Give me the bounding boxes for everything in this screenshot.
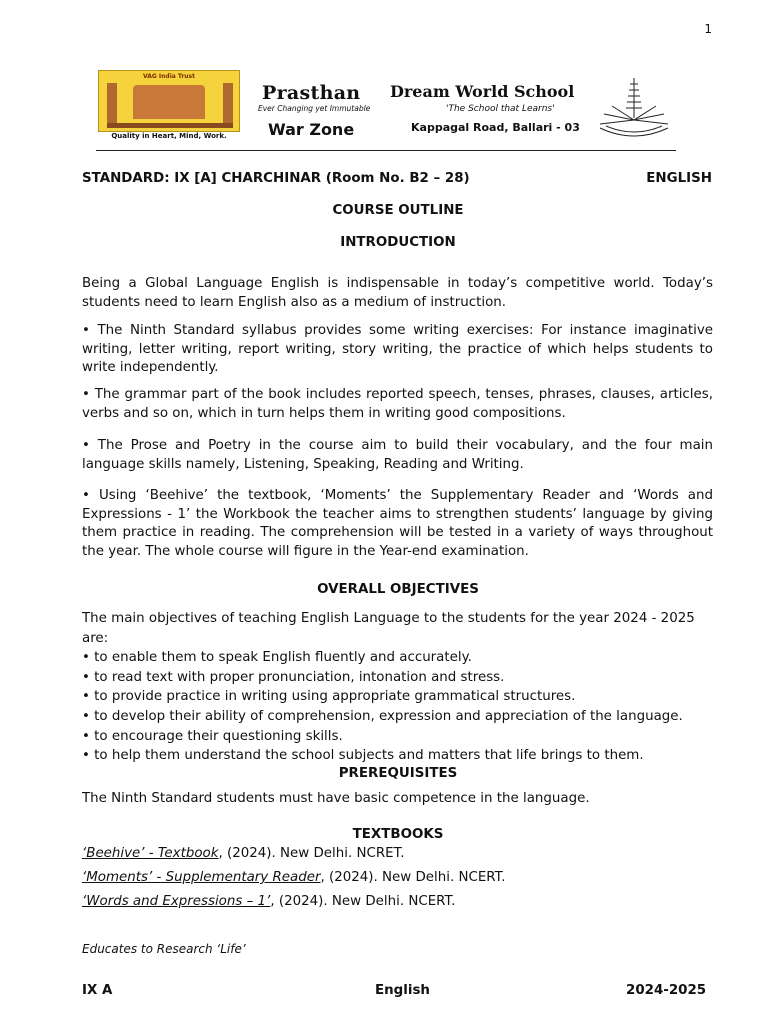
sub-brand: War Zone [268, 120, 355, 139]
motto: Educates to Research ‘Life’ [82, 942, 246, 956]
objectives-intro: The main objectives of teaching English Language to the students for the year 2024 - 2025 are: [82, 611, 695, 646]
trust-tagline: Quality in Heart, Mind, Work. [111, 132, 227, 140]
brand-tagline: Ever Changing yet Immutable [258, 104, 371, 113]
introduction-heading: INTRODUCTION [340, 235, 456, 250]
list-item: • to provide practice in writing using appropriate grammatical structures. [82, 689, 576, 705]
school-emblem-icon [594, 74, 674, 144]
textbook-title: ‘Beehive’ - Textbook [82, 846, 219, 861]
list-item: • to enable them to speak English fluently and accurately. [82, 650, 472, 666]
objectives-list [82, 609, 713, 766]
objectives-heading: OVERALL OBJECTIVES [317, 582, 479, 597]
textbook-ref-2 [82, 870, 713, 885]
textbooks-heading: TEXTBOOKS [352, 827, 444, 842]
intro-paragraph-3: • The grammar part of the book includes reported speech, tenses, phrases, clauses, articles, verbs and so on, which in turn helps them in writing good compositions. [82, 387, 713, 421]
textbook-title: ‘Moments’ - Supplementary Reader [82, 870, 321, 885]
standard-line [82, 171, 712, 186]
standard-label: STANDARD: IX [A] CHARCHINAR (Room No. B2 – 28) [82, 171, 470, 186]
school-tagline: 'The School that Learns' [446, 104, 555, 114]
school-name: Dream World School [390, 82, 575, 101]
intro-paragraph-2: • The Ninth Standard syllabus provides some writing exercises: For instance imaginative writing, letter writing, report writing, story writing, the practice of which helps students to write independently. [82, 323, 713, 376]
page-number: 1 [704, 22, 712, 36]
trust-logo [98, 70, 240, 132]
intro-paragraph-1: Being a Global Language English is indispensable in today’s competitive world. Today’s students need to learn English also as a medium of instruction. [82, 276, 713, 310]
footer-year: 2024-2025 [626, 983, 707, 998]
intro-paragraph-5: • Using ‘Beehive’ the textbook, ‘Moments’ the Supplementary Reader and ‘Words and Expressions - 1’ the Workbook the teacher aims to strengthen students’ language by giving them practice in reading. The comprehension will be tested in a variety of ways throughout the year. The whole course will figure in the Year-end examination. [82, 488, 713, 559]
list-item: • to help them understand the school subjects and matters that life brings to them. [82, 748, 644, 764]
subject-label: ENGLISH [646, 171, 712, 186]
textbook-detail: , (2024). New Delhi. NCRET. [218, 846, 405, 861]
footer-subject: English [375, 983, 430, 998]
textbook-ref-3 [82, 894, 713, 909]
footer-class: IX A [82, 983, 113, 998]
trust-name: VAG India Trust [143, 73, 195, 80]
list-item: • to develop their ability of comprehension, expression and appreciation of the language. [82, 708, 683, 724]
textbook-title: ‘Words and Expressions – 1’ [82, 894, 271, 909]
course-outline-heading: COURSE OUTLINE [332, 203, 464, 218]
list-item: • to encourage their questioning skills. [82, 728, 343, 744]
chariot-icon [133, 85, 205, 119]
textbook-ref-1 [82, 846, 713, 861]
prerequisites-heading: PREREQUISITES [338, 766, 458, 781]
brand-name: Prasthan [262, 82, 361, 104]
prerequisites-text: The Ninth Standard students must have basic competence in the language. [82, 791, 590, 806]
textbook-detail: , (2024). New Delhi. NCERT. [320, 870, 506, 885]
list-item: • to read text with proper pronunciation, intonation and stress. [82, 669, 505, 685]
intro-paragraph-4: • The Prose and Poetry in the course aim to build their vocabulary, and the four main language skills namely, Listening, Speaking, Reading and Writing. [82, 438, 713, 472]
school-address: Kappagal Road, Ballari - 03 [411, 121, 580, 134]
textbook-detail: , (2024). New Delhi. NCERT. [270, 894, 456, 909]
header-banner [96, 68, 676, 151]
